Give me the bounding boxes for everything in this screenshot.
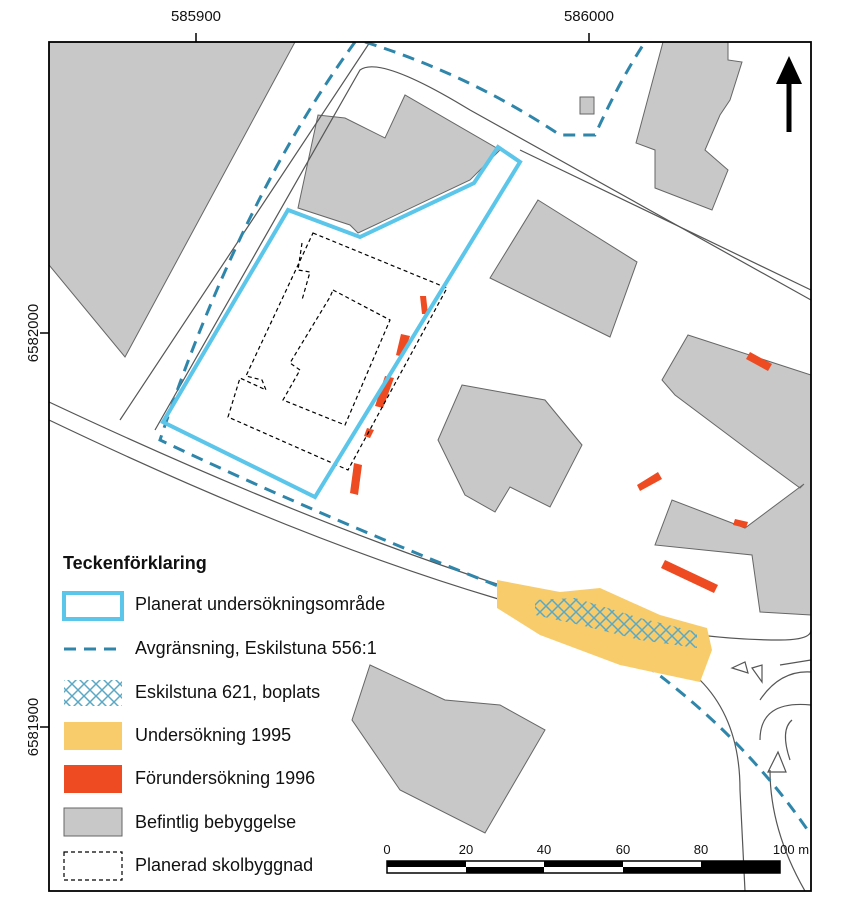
legend-label: Planerad skolbyggnad [135, 855, 314, 875]
legend-symbol-planned-school [64, 852, 122, 880]
legend-label: Befintlig bebyggelse [135, 812, 297, 832]
planned-school-building [228, 233, 447, 470]
trench [350, 463, 362, 495]
building-center [438, 385, 582, 512]
building-south [352, 665, 545, 833]
legend-label: Planerat undersökningsområde [135, 594, 386, 614]
building-small-shed [580, 97, 594, 114]
scale-label: 60 [615, 842, 631, 857]
trench [661, 560, 718, 593]
existing-buildings [49, 42, 811, 833]
legend-title: Teckenförklaring [63, 553, 207, 573]
scale-label: 100 m [772, 842, 810, 857]
legend-label: Eskilstuna 621, boplats [135, 682, 321, 702]
coord-label-northing: 6582000 [25, 303, 42, 363]
legend-symbol-settlement [64, 680, 122, 706]
legend-label: Undersökning 1995 [135, 725, 292, 745]
legend-symbol-planned-area [64, 593, 122, 619]
trench [364, 428, 374, 438]
legend-label: Avgränsning, Eskilstuna 556:1 [135, 638, 377, 658]
scale-bar [387, 861, 780, 873]
coord-label-northing: 6581900 [25, 697, 42, 757]
legend-label: Förundersökning 1996 [135, 768, 316, 788]
north-arrow-icon [776, 56, 802, 132]
scale-label: 40 [536, 842, 552, 857]
scale-label: 80 [693, 842, 709, 857]
scale-label: 20 [458, 842, 474, 857]
scale-label: 0 [383, 842, 391, 857]
legend-symbols [64, 593, 122, 880]
legend-symbol-survey-1995 [64, 722, 122, 750]
building-north-cluster [298, 95, 500, 233]
coord-label-easting: 586000 [563, 8, 615, 25]
legend-symbol-pre-survey-1996 [64, 765, 122, 793]
building-center-north [490, 200, 637, 337]
legend-symbol-existing-buildings [64, 808, 122, 836]
coord-label-easting: 585900 [170, 8, 222, 25]
trench [637, 472, 662, 491]
building-northeast [636, 42, 742, 210]
